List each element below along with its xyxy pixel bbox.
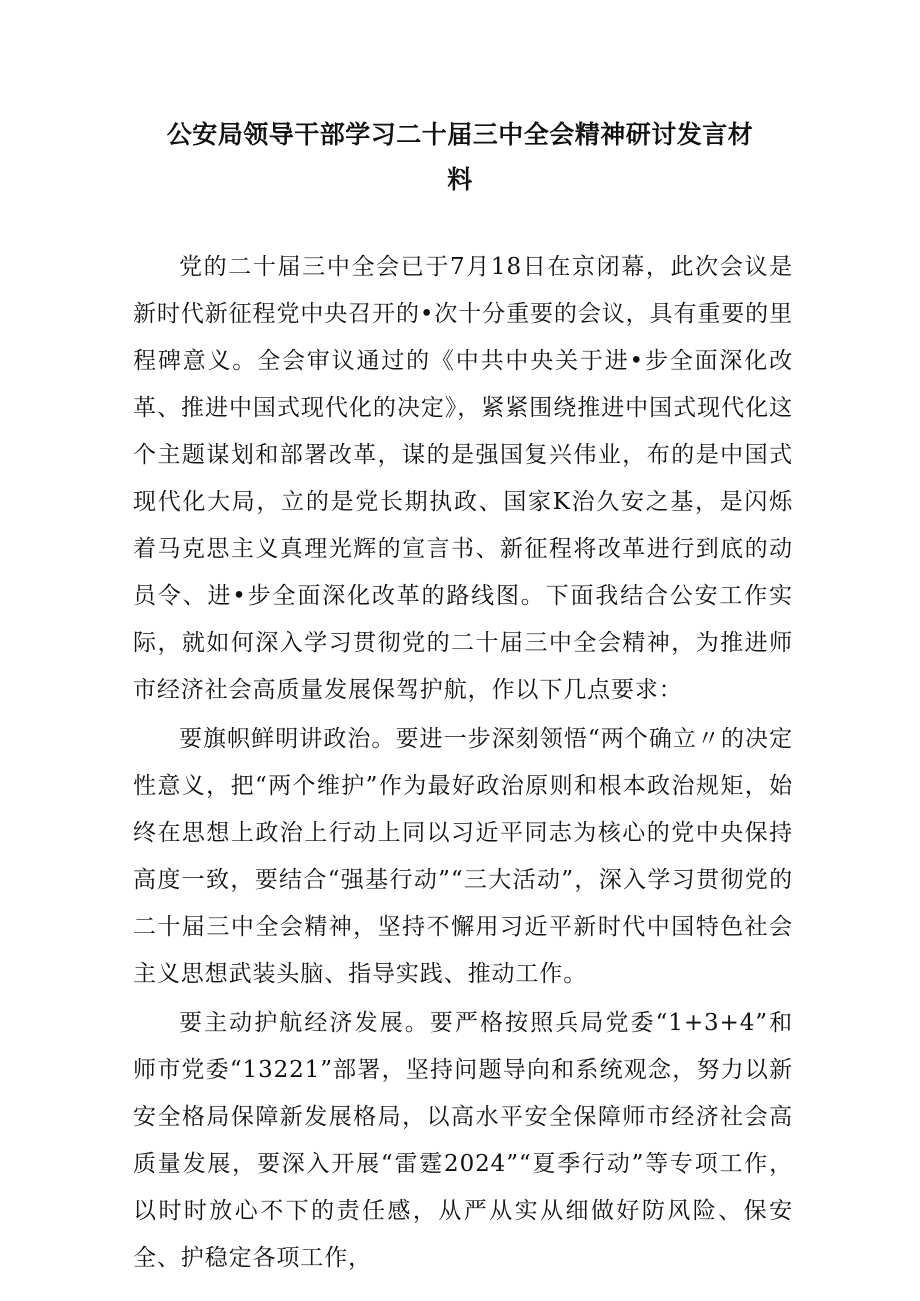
document-body bbox=[133, 244, 793, 1284]
paragraph-intro: 党的二十届三中全会已于7月18日在京闭幕，此次会议是新时代新征程党中央召开的•次十分重要的会议，具有重要的里程碑意义。全会审议通过的《中共中央关于进•步全面深化改革、推进中国式现代化的决定》，紧紧围绕推进中国式现代化这个主题谋划和部署改革，谋的是强国复兴伟业，布的是中国式现代化大局，立的是党长期执政、国家K治久安之基，是闪烁着马克思主义真理光辉的宣言书、新征程将改革进行到底的动员令、进•步全面深化改革的路线图。下面我结合公安工作实际，就如何深入学习贯彻党的二十届三中全会精神，为推进师市经济社会高质量发展保驾护航，作以下几点要求： bbox=[133, 254, 793, 703]
paragraph-economy: 要主动护航经济发展。要严格按照兵局党委“1+3+4”和师市党委“13221”部署，坚持问题导向和系统观念，努力以新安全格局保障新发展格局，以高水平安全保障师市经济社会高质量发展，要深入开展“雷霆2024”“夏季行动”等专项工作，以时时放心不下的责任感，从严从实从细做好防风险、保安全、护稳定各项工作， bbox=[133, 1010, 793, 1271]
document-title: 公安局领导干部学习二十届三中全会精神研讨发言材料 bbox=[166, 120, 754, 194]
paragraph-politics: 要旗帜鲜明讲政治。要进一步深刻领悟“两个确立〃的决定性意义，把“两个维护”作为最好政治原则和根本政治规矩，始终在思想上政治上行动上同以习近平同志为核心的党中央保持高度一致，要结合“强基行动”“三大活动”，深入学习贯彻党的二十届三中全会精神，坚持不懈用习近平新时代中国特色社会主义思想武装头脑、指导实践、推动工作。 bbox=[133, 726, 793, 987]
